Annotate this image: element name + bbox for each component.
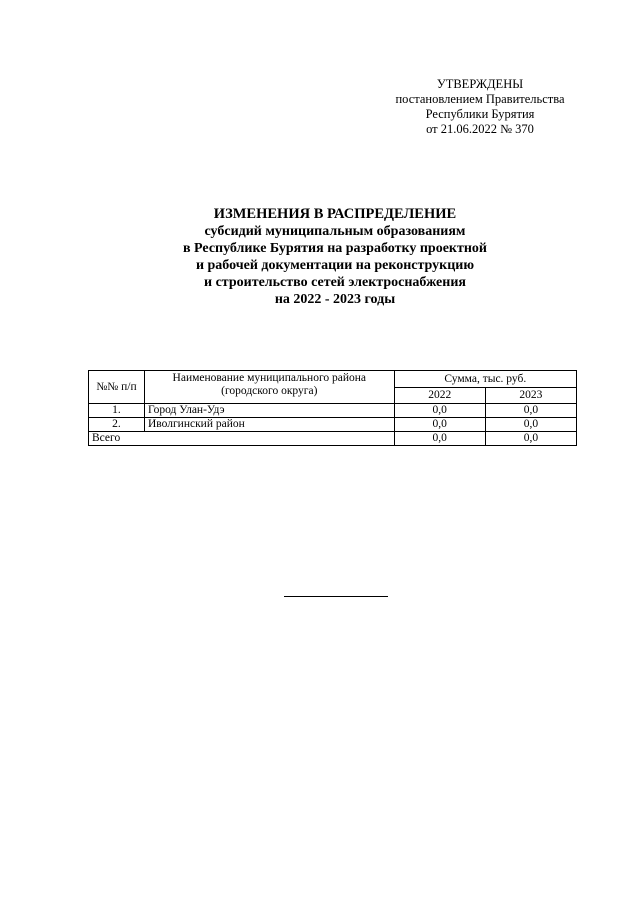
table-header-row — [89, 371, 577, 388]
row-value-2022: 0,0 — [394, 404, 485, 418]
approval-date-number: от 21.06.2022 № 370 — [426, 122, 534, 136]
approval-block — [380, 77, 580, 137]
total-value-2022: 0,0 — [394, 432, 485, 446]
table-total-row — [89, 432, 577, 446]
row-value-2023: 0,0 — [485, 418, 576, 432]
row-value-2023: 0,0 — [485, 404, 576, 418]
header-year-2023: 2023 — [485, 388, 576, 404]
title-line-4: и рабочей документации на реконструкцию — [195, 258, 475, 273]
subsidy-distribution-table — [88, 370, 577, 446]
document-title — [100, 206, 570, 308]
approval-region: Республики Бурятия — [425, 107, 535, 121]
title-line-3: в Республике Бурятия на разработку проектной — [183, 241, 487, 256]
title-line-2: субсидий муниципальным образованиям — [204, 224, 466, 239]
row-number: 1. — [89, 404, 145, 418]
table-row — [89, 418, 577, 432]
end-divider-line — [284, 596, 388, 597]
header-sum: Сумма, тыс. руб. — [394, 371, 576, 388]
total-value-2023: 0,0 — [485, 432, 576, 446]
title-line-5: и строительство сетей электроснабжения — [204, 275, 466, 290]
row-value-2022: 0,0 — [394, 418, 485, 432]
header-year-2022: 2022 — [394, 388, 485, 404]
row-municipality: Иволгинский район — [144, 418, 394, 432]
title-line-1: ИЗМЕНЕНИЯ В РАСПРЕДЕЛЕНИЕ — [213, 206, 457, 222]
approval-status: УТВЕРЖДЕНЫ — [436, 77, 524, 91]
header-municipality: Наименование муниципального района (городского округа) — [144, 371, 394, 404]
approval-authority: постановлением Правительства — [395, 92, 565, 106]
title-line-6: на 2022 - 2023 годы — [274, 292, 396, 307]
header-number: №№ п/п — [89, 371, 145, 404]
row-number: 2. — [89, 418, 145, 432]
total-label: Всего — [89, 432, 395, 446]
row-municipality: Город Улан-Удэ — [144, 404, 394, 418]
table-row — [89, 404, 577, 418]
